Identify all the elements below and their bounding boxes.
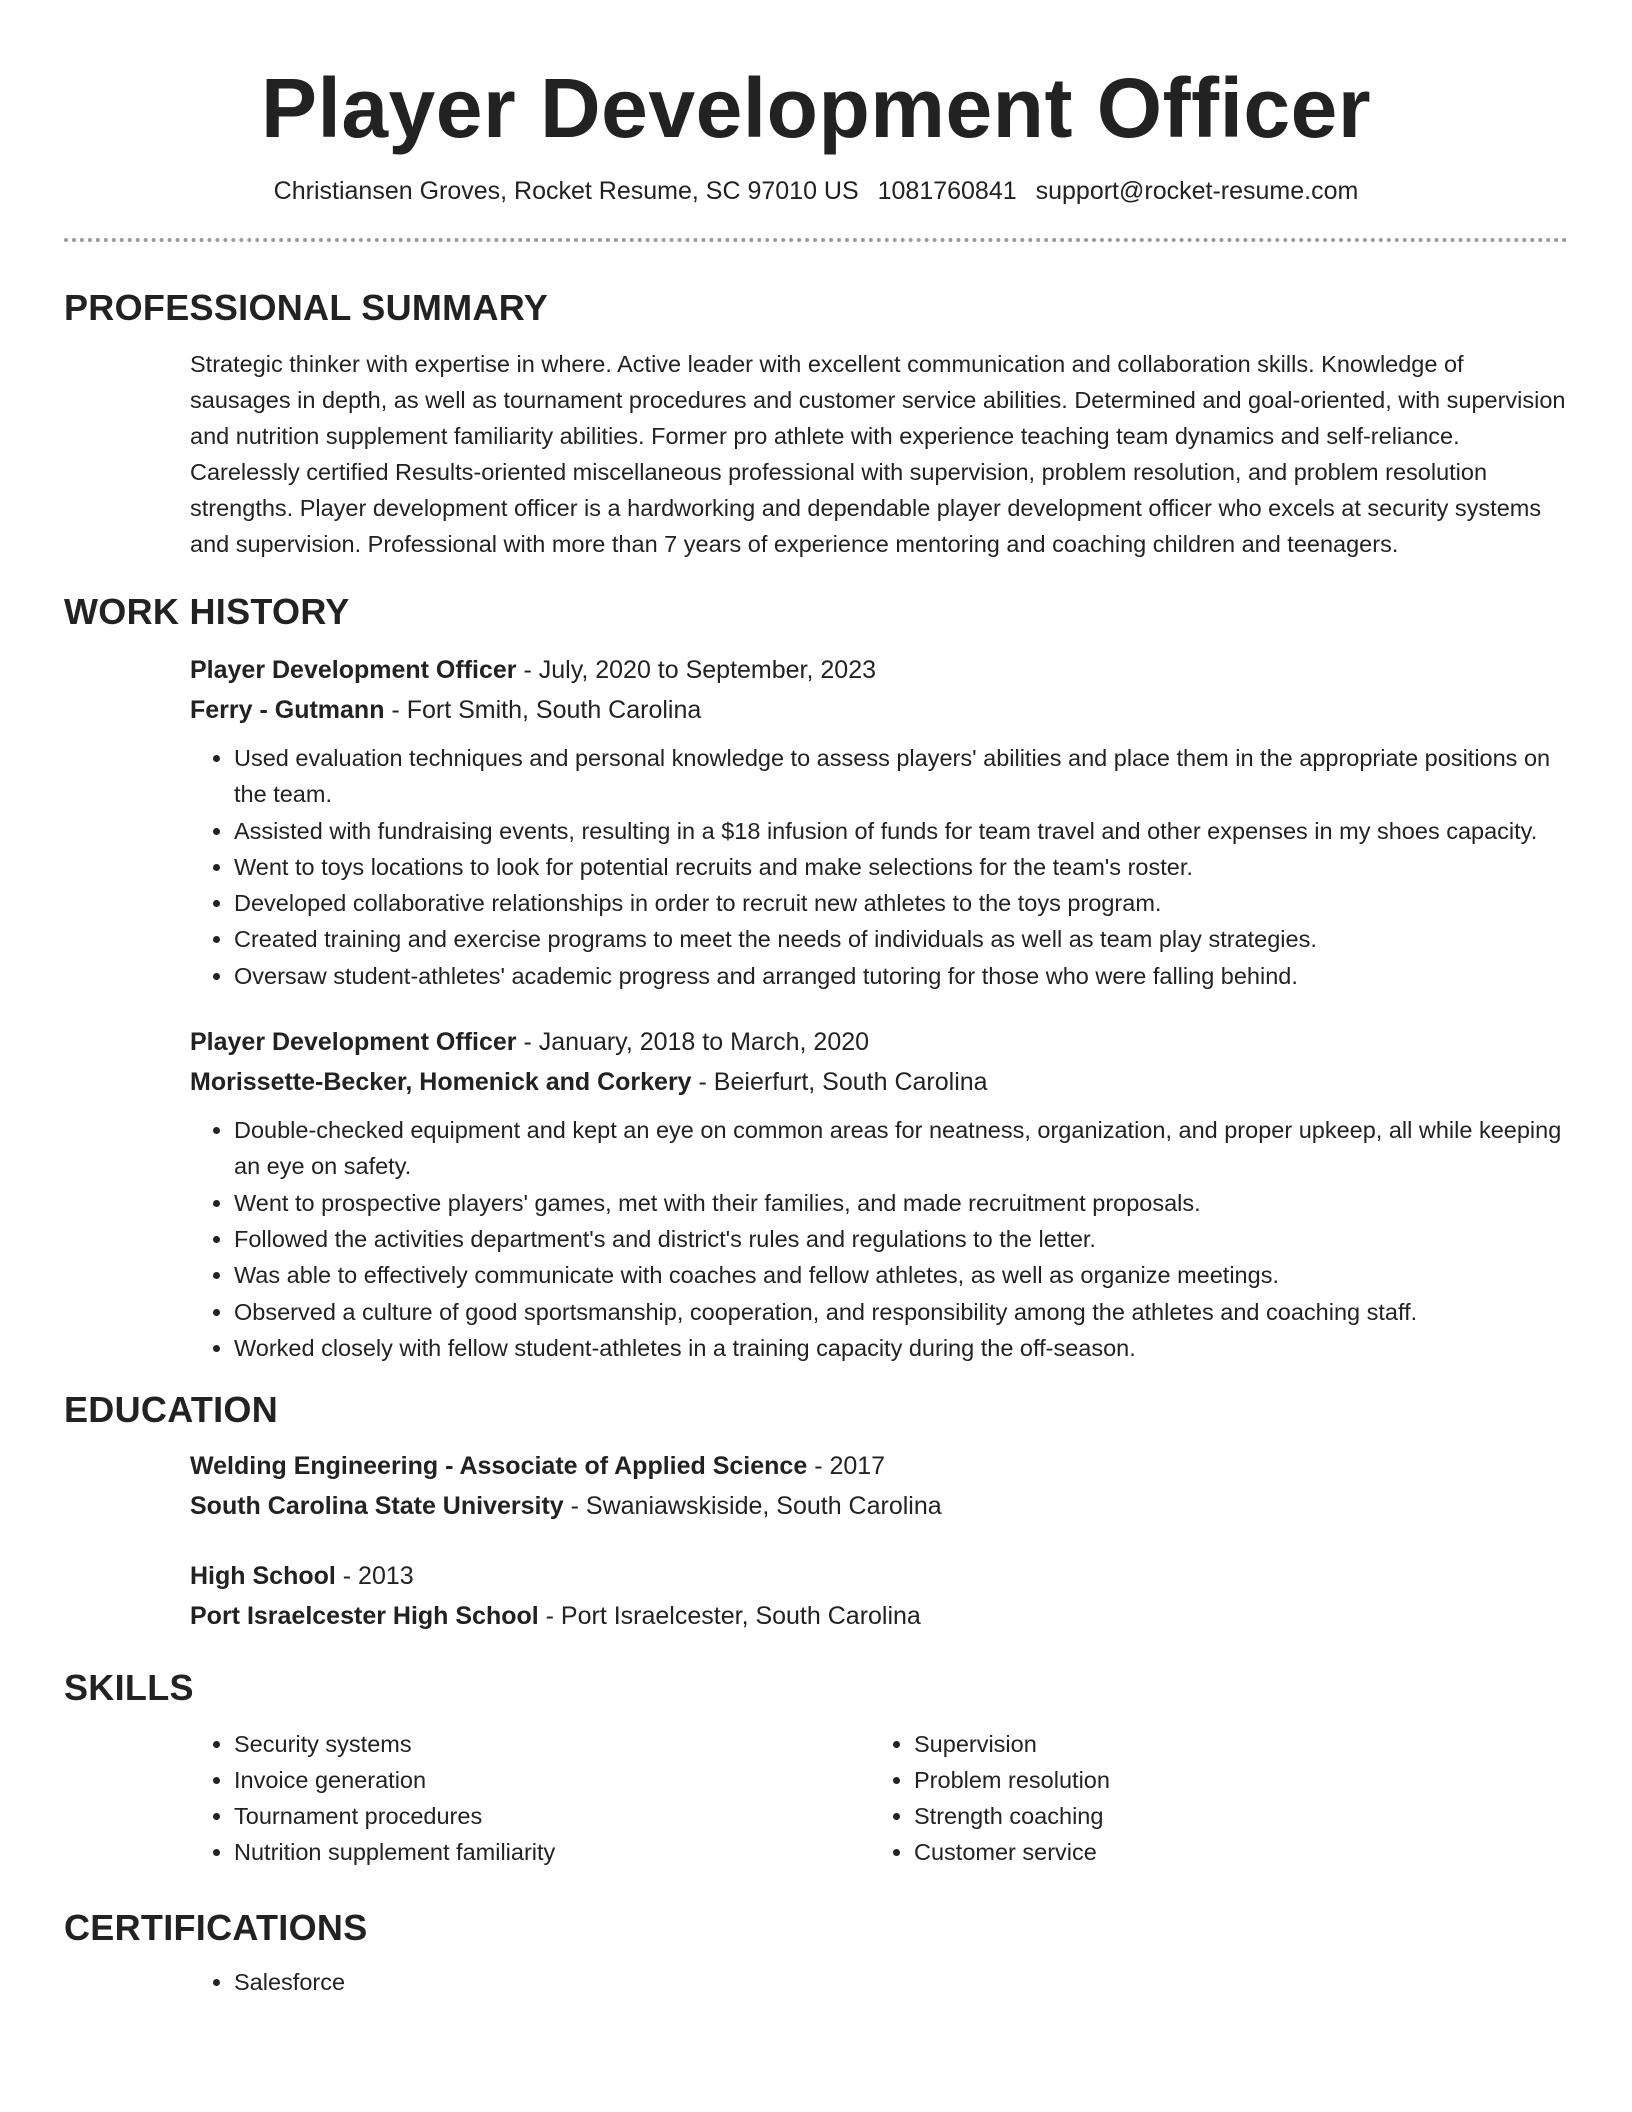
education-entry bbox=[190, 1556, 1568, 1636]
skill-item: • Customer service bbox=[914, 1834, 1550, 1870]
skills-list bbox=[190, 1726, 870, 1870]
contact-address: Christiansen Groves, Rocket Resume, SC 97010 US bbox=[273, 177, 859, 205]
job-entry bbox=[190, 1022, 1568, 1366]
job-duty: • Assisted with fundraising events, resulting in a $18 infusion of funds for team travel and other expenses in my shoes capacity. bbox=[234, 813, 1568, 849]
job-duty: • Oversaw student-athletes' academic progress and arranged tutoring for those who were falling behind. bbox=[234, 958, 1568, 994]
job-duty: • Was able to effectively communicate with coaches and fellow athletes, as well as organize meetings. bbox=[234, 1257, 1568, 1293]
job-duty: • Followed the activities department's and district's rules and regulations to the letter. bbox=[234, 1221, 1568, 1257]
work-history-section bbox=[64, 650, 1568, 1366]
education-entry bbox=[190, 1446, 1568, 1526]
degree-name: Welding Engineering - Associate of Applied Science bbox=[190, 1452, 808, 1481]
skills-list bbox=[870, 1726, 1550, 1870]
job-duties bbox=[190, 1112, 1568, 1366]
degree-year: - 2017 bbox=[807, 1452, 886, 1481]
job-title-line bbox=[190, 1022, 1568, 1062]
certifications-list bbox=[190, 1964, 1568, 2000]
contact-phone: 1081760841 bbox=[877, 177, 1017, 205]
job-company-line bbox=[190, 1062, 1568, 1102]
skills-section bbox=[64, 1726, 1568, 1870]
job-duty: • Used evaluation techniques and personal knowledge to assess players' abilities and place them in the appropriate positions on the team. bbox=[234, 740, 1568, 813]
job-title-line bbox=[190, 650, 1568, 690]
job-duty: • Created training and exercise programs to meet the needs of individuals as well as team play strategies. bbox=[234, 921, 1568, 957]
job-duty: • Worked closely with fellow student-athletes in a training capacity during the off-season. bbox=[234, 1330, 1568, 1366]
job-location: - Fort Smith, South Carolina bbox=[384, 696, 702, 724]
job-duties bbox=[190, 740, 1568, 994]
contact-info bbox=[64, 174, 1568, 208]
education-section bbox=[64, 1446, 1568, 1636]
school-location: - Port Israelcester, South Carolina bbox=[538, 1602, 921, 1631]
job-dates: - July, 2020 to September, 2023 bbox=[516, 656, 877, 684]
skill-item: • Tournament procedures bbox=[234, 1798, 870, 1834]
certifications-heading: CERTIFICATIONS bbox=[64, 1907, 368, 1949]
job-company: Ferry - Gutmann bbox=[190, 696, 385, 724]
degree-name: High School bbox=[190, 1562, 336, 1591]
skill-item: • Strength coaching bbox=[914, 1798, 1550, 1834]
skill-item: • Supervision bbox=[914, 1726, 1550, 1762]
job-dates: - January, 2018 to March, 2020 bbox=[516, 1028, 870, 1057]
job-company: Morissette-Becker, Homenick and Corkery bbox=[190, 1068, 692, 1097]
work-history-heading: WORK HISTORY bbox=[64, 591, 350, 632]
skill-item: • Problem resolution bbox=[914, 1762, 1550, 1798]
summary-section bbox=[64, 346, 1568, 562]
job-company-line bbox=[190, 690, 1568, 730]
skill-item: • Nutrition supplement familiarity bbox=[234, 1834, 870, 1870]
education-heading: EDUCATION bbox=[64, 1389, 279, 1431]
job-duty: • Double-checked equipment and kept an eye on common areas for neatness, organization, and proper upkeep, all while keeping an eye on safety. bbox=[234, 1112, 1568, 1185]
summary-text: Strategic thinker with expertise in where. Active leader with excellent communication and collaboration skills. Knowledge of sausages in depth, as well as tournament procedures and customer service abilities. Determined and goal-oriented, with supervision and nutrition supplement familiarity abilities. Former pro athlete with experience teaching team dynamics and self-reliance. Carelessly certified Results-oriented miscellaneous professional with supervision, problem resolution, and problem resolution strengths. Player development officer is a hardworking and dependable player development officer who excels at security systems and supervision. Professional with more than 7 years of experience mentoring and coaching children and teenagers. bbox=[190, 351, 1566, 557]
summary-heading: PROFESSIONAL SUMMARY bbox=[64, 287, 549, 328]
skills-grid bbox=[190, 1726, 1568, 1870]
certifications-section bbox=[64, 1964, 1568, 2000]
job-duty: • Developed collaborative relationships in order to recruit new athletes to the toys program. bbox=[234, 885, 1568, 921]
job-entry bbox=[190, 650, 1568, 994]
degree-line bbox=[190, 1446, 1568, 1486]
job-duty: • Went to toys locations to look for potential recruits and make selections for the team's roster. bbox=[234, 849, 1568, 885]
job-location: - Beierfurt, South Carolina bbox=[691, 1068, 988, 1097]
skill-item: • Security systems bbox=[234, 1726, 870, 1762]
skills-column-left bbox=[190, 1726, 870, 1870]
job-duty: • Observed a culture of good sportsmanship, cooperation, and responsibility among the athletes and coaching staff. bbox=[234, 1294, 1568, 1330]
header-divider bbox=[64, 238, 1568, 242]
skill-item: • Invoice generation bbox=[234, 1762, 870, 1798]
school-line bbox=[190, 1486, 1568, 1526]
degree-line bbox=[190, 1556, 1568, 1596]
school-name: Port Israelcester High School bbox=[190, 1602, 539, 1631]
job-duty: • Went to prospective players' games, met with their families, and made recruitment proposals. bbox=[234, 1185, 1568, 1221]
skills-column-right bbox=[870, 1726, 1550, 1870]
job-title: Player Development Officer bbox=[190, 656, 517, 684]
contact-email[interactable]: support@rocket-resume.com bbox=[1035, 177, 1359, 205]
school-name: South Carolina State University bbox=[190, 1492, 564, 1521]
job-title: Player Development Officer bbox=[190, 1028, 517, 1057]
resume-title: Player Development Officer bbox=[260, 61, 1372, 155]
school-line bbox=[190, 1596, 1568, 1636]
degree-year: - 2013 bbox=[335, 1562, 414, 1591]
school-location: - Swaniawskiside, South Carolina bbox=[563, 1492, 942, 1521]
skills-heading: SKILLS bbox=[64, 1667, 194, 1709]
certification-item: • Salesforce bbox=[234, 1964, 1568, 2000]
